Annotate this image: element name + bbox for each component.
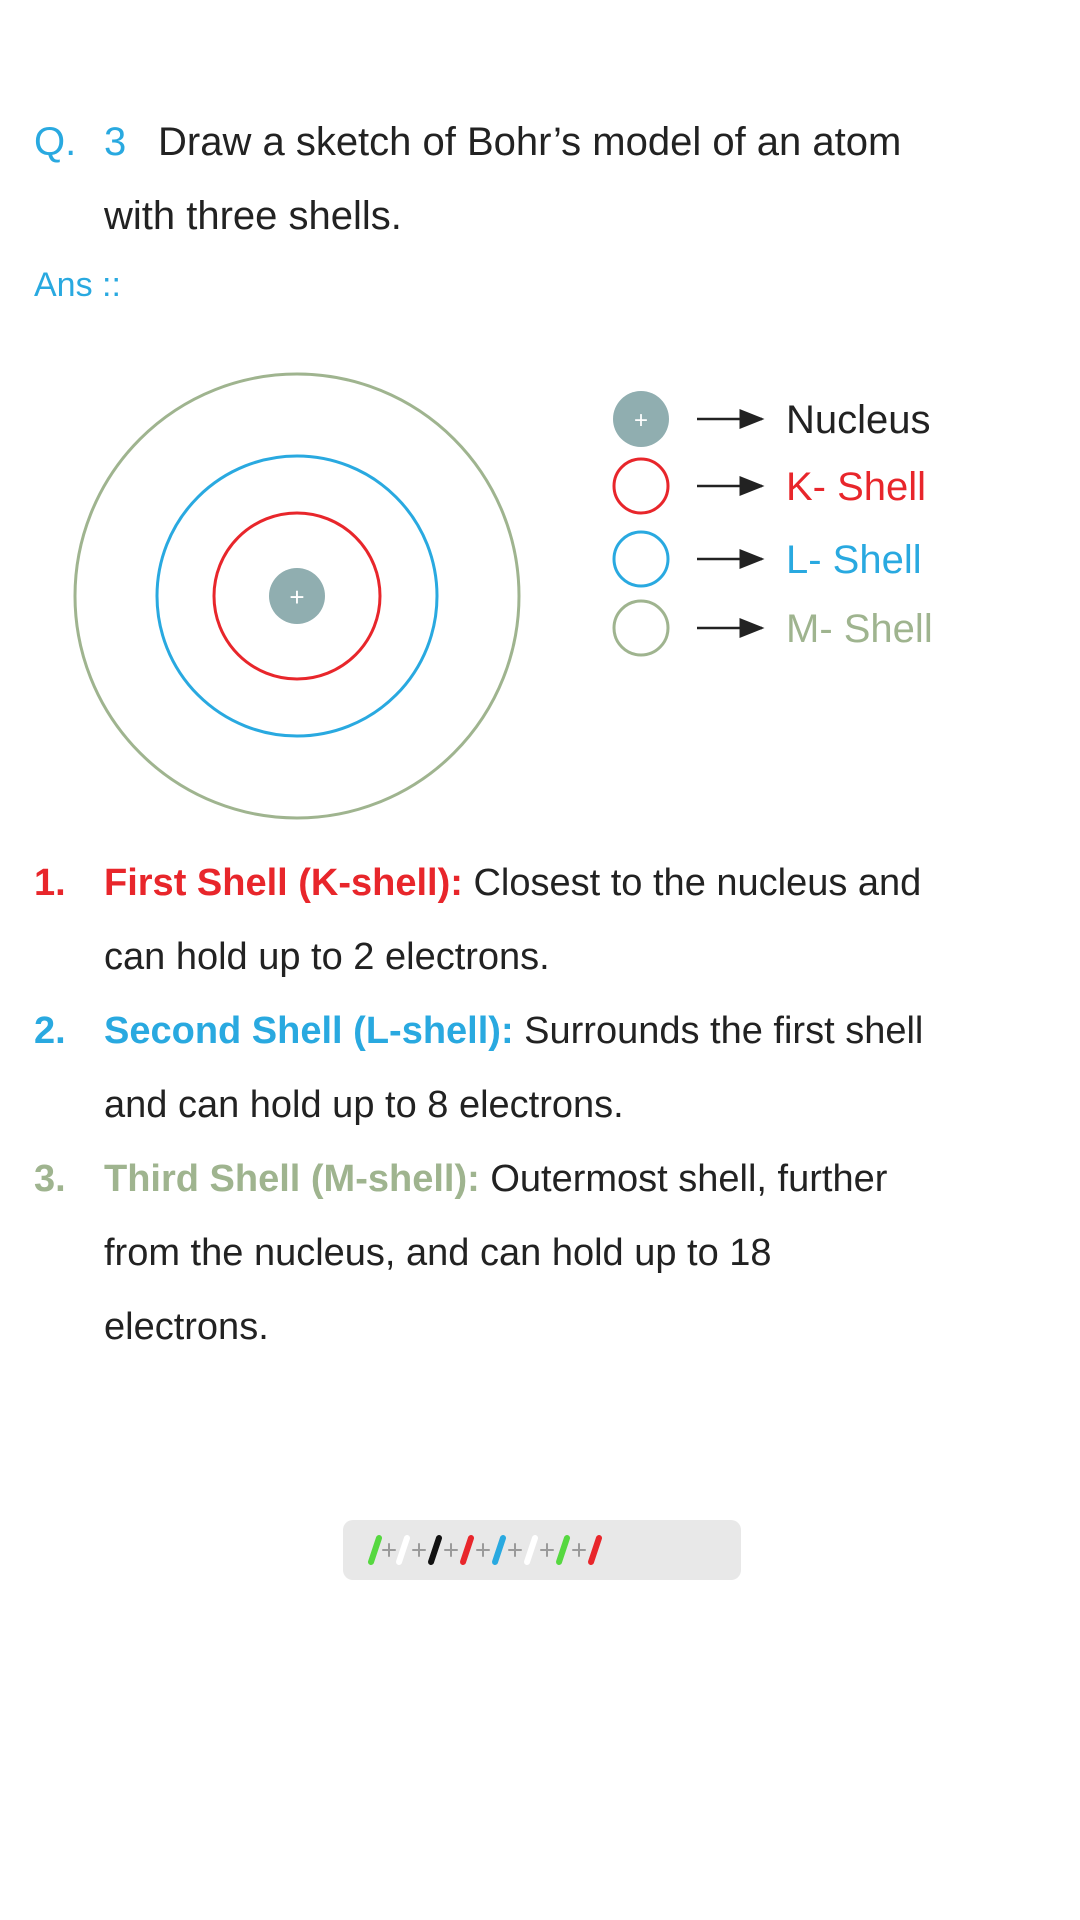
nucleus-plus-sign: + (289, 582, 305, 612)
list-item (34, 1142, 1044, 1364)
list-item-text: Outermost shell, further (479, 1158, 888, 1200)
legend-nucleus-plus-sign: + (633, 407, 649, 434)
legend-label-m-shell: M- Shell (786, 607, 933, 651)
shell-description-list (34, 846, 1044, 1364)
question-number: 3 (104, 120, 127, 164)
legend-label-l-shell: L- Shell (786, 538, 922, 582)
list-item-heading: Third Shell (M-shell): (104, 1158, 480, 1200)
list-item-text-line2: can hold up to 2 electrons. (104, 936, 550, 978)
list-item (34, 846, 1044, 994)
list-item-text: Surrounds the first shell (513, 1010, 924, 1052)
legend-label-k-shell: K- Shell (786, 465, 927, 509)
list-item-number: 1. (34, 862, 66, 904)
question-prefix: Q. (34, 120, 77, 164)
bohr-model-svg (0, 360, 1080, 830)
list-item-text-line3: electrons. (104, 1306, 269, 1348)
decorative-dash-pattern (343, 1520, 741, 1580)
list-item-number: 2. (34, 1010, 66, 1052)
question-text-line1: Draw a sketch of Bohr’s model of an atom (158, 120, 902, 164)
legend-m-shell-symbol (614, 601, 668, 655)
list-item-number: 3. (34, 1158, 66, 1200)
answer-label: Ans :: (34, 266, 121, 304)
legend-label-nucleus: Nucleus (786, 398, 931, 442)
list-item (34, 994, 1044, 1142)
list-item-heading: Second Shell (L-shell): (104, 1010, 514, 1052)
list-item-heading: First Shell (K-shell): (104, 862, 463, 904)
list-item-text-line2: from the nucleus, and can hold up to 18 (104, 1232, 772, 1274)
legend-l-shell-symbol (614, 532, 668, 586)
question-text-line2: with three shells. (104, 194, 402, 238)
decorative-dash-strip (343, 1520, 741, 1580)
list-item-text-line2: and can hold up to 8 electrons. (104, 1084, 624, 1126)
bohr-model-diagram (0, 360, 1080, 830)
legend-k-shell-symbol (614, 459, 668, 513)
list-item-text: Closest to the nucleus and (462, 862, 922, 904)
